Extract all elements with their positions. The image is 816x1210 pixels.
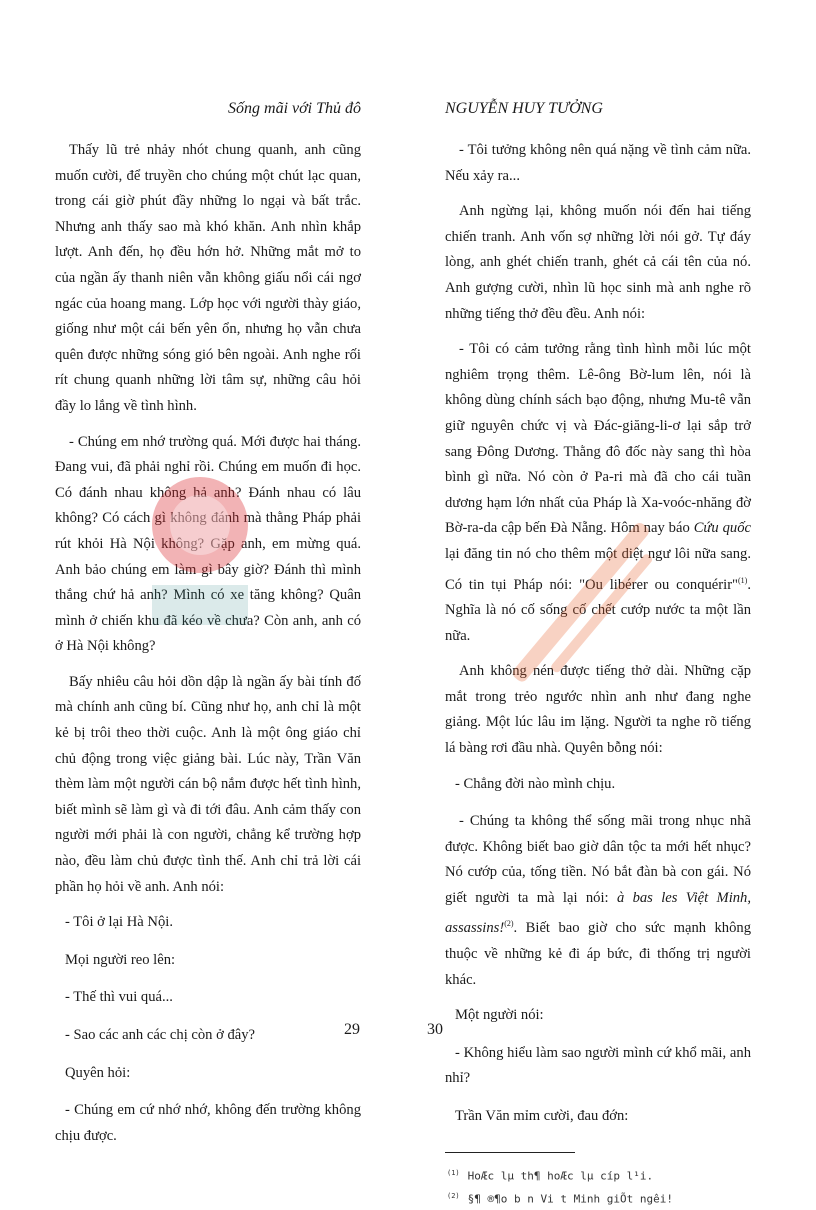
right-paragraph-3-text: - Tôi có cảm tưởng rằng tình hình mỗi lúc một nghiêm trọng thêm. Lê-ông Bờ-lum lên, nói là không dùng chính sách bạo động, nhưng Mu-tê vẫn giữ nguyên chức vị và Đác-giăng-li-ơ lại sắp trở sang Đông Dương. Thằng đô đốc này sang thì hòa bình gì nữa. Nó còn ở Pa-ri mà đã cho cái tuần dương hạm lớn nhất của Pháp là Xa-voóc-nhăng đờ Bờ-ra-da cập bến Đà Nẵng. Hôm nay báo [445, 341, 751, 537]
footnote-divider [445, 1152, 575, 1153]
left-paragraph-1: Thấy lũ trẻ nhảy nhót chung quanh, anh cũng muốn cười, để truyền cho chúng một chút lạc quan, trong cái giờ phút đầy những lo ngại và bất trắc. Nhưng anh thấy sao mà khó khăn. Anh nhìn khắp lượt. Anh đến, họ đều hớn hở. Những mắt mở to của ngần ấy thanh niên vẫn không giấu nổi cái ngơ ngác của hoang mang. Lớp học với người thày giáo, giống như một cái bến yên ổn, nhưng họ vẫn chưa quên được những sóng gió bên ngoài. Anh nghe rối rít chung quanh những lời tâm sự, những câu hỏi đầy lo lắng về tình hình. [55, 142, 361, 414]
right-paragraph-6 [445, 809, 751, 993]
footnote-ref-2: (2) [504, 919, 514, 929]
left-running-header: Sống mãi với Thủ đô [228, 100, 361, 117]
footnote-1 [445, 1163, 751, 1187]
right-paragraph-3-middle: lại đăng tin nó cho thêm một diệt ngư lôi nữa sang. Có tin tụi Pháp nói: "Ou libérer ou conquérir" [445, 545, 751, 593]
right-paragraph-8: - Không hiểu làm sao người mình cứ khổ mãi, anh nhỉ? [445, 1044, 751, 1087]
left-paragraph-7: - Sao các anh các chị còn ở đây? [65, 1027, 256, 1043]
right-paragraph-6-text: - Chúng ta không thể sống mãi trong nhục nhã được. Không biết bao giờ dân tộc ta mới hết nhục? Nó cướp của, tống tiền. Nó bắt đàn bà con gái. Nó giết người ta mà lại nói: [445, 813, 751, 906]
right-page-number: 30 [427, 1021, 443, 1038]
right-paragraph-2: Anh ngừng lại, không muốn nói đến hai tiếng chiến tranh. Anh vốn sợ những lời nói gở. Tự đáy lòng, anh ghét chiến tranh, ghét cả cái tên của nó. Anh gượng cười, nhìn lũ học sinh mà anh nghe rõ những tiếng thở đều đều. Anh nói: [445, 203, 751, 322]
right-paragraph-5: - Chẳng đời nào mình chịu. [455, 775, 616, 792]
right-paragraph-9: Trần Văn mỉm cười, đau đớn: [455, 1107, 629, 1124]
french-quote: à bas les Việt Minh, assassins! [445, 889, 751, 937]
left-paragraph-8: Quyên hỏi: [65, 1064, 131, 1081]
newspaper-title: Cứu quốc [693, 520, 751, 537]
footnote-2-mark: (2) [447, 1192, 460, 1201]
right-paragraph-4: Anh không nén được tiếng thở dài. Những cặp mắt trong trẻo ngước nhìn anh như đang nghe giảng. Một lúc lâu im lặng. Người ta nghe rõ tiếng lá bàng rơi đầu nhà. Quyên bỗng nói: [445, 663, 751, 756]
left-page [55, 100, 361, 1161]
footnote-ref-1: (1) [738, 575, 748, 585]
right-paragraph-6-end: . Biết bao giờ cho sức mạnh không thuộc về những kẻ đi áp bức, đi thống trị người khác. [445, 920, 751, 988]
left-paragraph-6: - Thế thì vui quá... [65, 989, 173, 1006]
right-paragraph-3 [445, 337, 751, 649]
right-paragraph-1: - Tôi tưởng không nên quá nặng về tình cảm nữa. Nếu xảy ra... [445, 142, 751, 184]
left-page-number: 29 [344, 1021, 360, 1038]
footnote-1-mark: (1) [447, 1168, 460, 1177]
footnote-2-text: §¶ ®¶o b n Vi t Minh giÕt ngêi! [467, 1192, 673, 1206]
right-paragraph-3-end: . Nghĩa là nó cố sống cố chết cướp nước ta một lần nữa. [445, 576, 751, 644]
left-paragraph-5: Mọi người reo lên: [65, 951, 176, 968]
footnote-2 [445, 1186, 751, 1210]
right-running-header: NGUYỄN HUY TƯỞNG [445, 100, 603, 117]
left-paragraph-4: - Tôi ở lại Hà Nội. [65, 914, 173, 931]
left-paragraph-9: - Chúng em cứ nhớ nhớ, không đến trường không chịu được. [55, 1102, 361, 1144]
footnote-1-text: HoÆc lµ th¶ hoÆc lµ cíp l¹i. [467, 1169, 654, 1183]
right-paragraph-7: Một người nói: [455, 1007, 544, 1024]
right-page [445, 100, 751, 1210]
left-paragraph-2: - Chúng em nhớ trường quá. Mới được hai tháng. Đang vui, đã phải nghỉ rồi. Chúng em muốn đi học. Có đánh nhau không hả anh? Đánh nhau có lâu không? Có cách gì không đánh mà thằng Pháp phải rút khỏi Hà Nội không? Gặp anh, em mừng quá. Anh bảo chúng em làm gì bây giờ? Đánh thì mình thắng chứ hả anh? Mình có xe tăng không? Quân mình ở chiến khu đã kéo về chưa? Còn anh, anh có ở Hà Nội không? [55, 433, 361, 655]
left-paragraph-3: Bấy nhiêu câu hỏi dồn dập là ngần ấy bài tính đố mà chính anh cũng bí. Cũng như họ, anh chỉ là một kẻ bị trôi theo thời cuộc. Anh là một ông giáo chỉ chủ động trong việc giảng bài. Lúc này, Trần Văn thèm làm một người cán bộ nắm được hết tình hình, biết mình sẽ làm gì và đi tới đâu. Anh cảm thấy con người mới phải là con người, chẳng kể trường hợp nào, đều làm chủ được tình thế. Anh chỉ trả lời cái phần họ hỏi về anh. Anh nói: [55, 673, 361, 895]
